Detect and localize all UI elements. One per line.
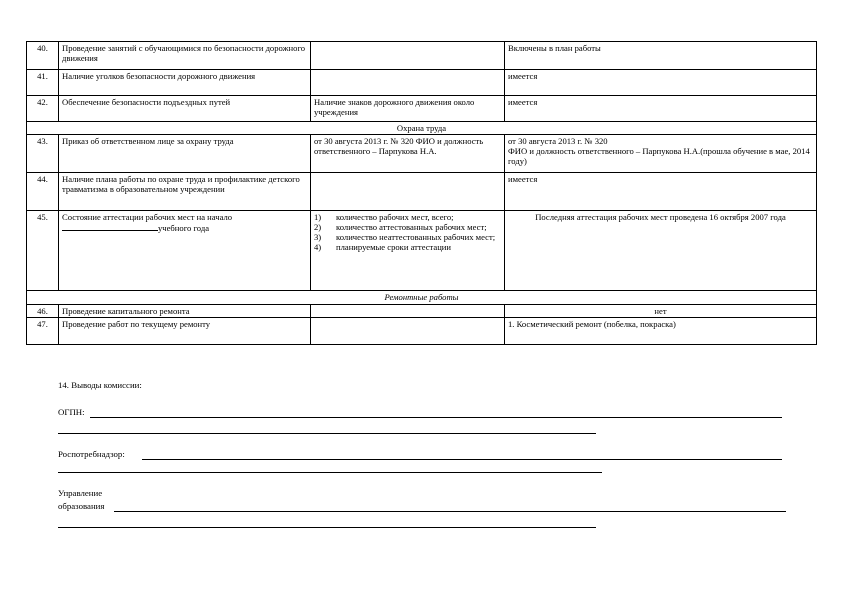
row-number: 45. (27, 211, 59, 291)
inspection-table (26, 41, 817, 345)
section-title: Охрана труда (27, 122, 817, 135)
row-col4: имеется (505, 173, 817, 211)
row-col4-line2: ФИО и должность ответственного – Парпукова Н.А.(прошла обучение в мае, 2014 году) (508, 146, 810, 166)
row-col4: имеется (505, 96, 817, 122)
list-item: 2) количество аттестованных рабочих мест; (314, 222, 487, 232)
ogpn-label: ОГПН: (58, 407, 85, 417)
row-col4-line1: от 30 августа 2013 г. № 320 (508, 136, 608, 146)
row-col4: Включены в план работы (505, 42, 817, 70)
table-row (27, 211, 817, 291)
rospotrebnadzor-line-2 (58, 472, 602, 473)
section-row (27, 122, 817, 135)
row-col3 (311, 42, 505, 70)
ogpn-line-2 (58, 433, 596, 434)
list-item: 4) планируемые сроки аттестации (314, 242, 452, 252)
table-row (27, 318, 817, 345)
row-col3: от 30 августа 2013 г. № 320 ФИО и должность ответственного – Парпукова Н.А. (311, 135, 505, 173)
table-row (27, 173, 817, 211)
education-dept-label-1: Управление (58, 488, 103, 498)
row-col4: нет (505, 305, 817, 318)
row-name: Наличие уголков безопасности дорожного движения (59, 70, 311, 96)
table-row (27, 96, 817, 122)
list-item: 1) количество рабочих мест, всего; (314, 212, 454, 222)
row-name-part1: Состояние аттестации рабочих мест на начало (62, 212, 233, 222)
rospotrebnadzor-line (142, 459, 782, 460)
row-number: 44. (27, 173, 59, 211)
education-dept-line-2 (58, 527, 596, 528)
row-number: 43. (27, 135, 59, 173)
row-number: 46. (27, 305, 59, 318)
row-col4: Последняя аттестация рабочих мест проведена 16 октября 2007 года (505, 211, 817, 291)
rospotrebnadzor-label: Роспотребнадзор: (58, 449, 125, 459)
conclusions-heading: 14. Выводы комиссии: (58, 380, 142, 390)
list-item: 3) количество неаттестованных рабочих мест; (314, 232, 496, 242)
row-name: Проведение занятий с обучающимися по безопасности дорожного движения (59, 42, 311, 70)
row-name: Обеспечение безопасности подъездных путей (59, 96, 311, 122)
ogpn-line (90, 417, 782, 418)
row-col4: 1. Косметический ремонт (побелка, покраска) (505, 318, 817, 345)
row-col3 (311, 318, 505, 345)
row-col3 (311, 173, 505, 211)
row-col4 (505, 135, 817, 173)
row-number: 40. (27, 42, 59, 70)
table-row (27, 42, 817, 70)
row-col3 (311, 70, 505, 96)
row-name-part2: учебного года (158, 223, 210, 233)
row-col4: имеется (505, 70, 817, 96)
row-col3 (311, 305, 505, 318)
row-name: Наличие плана работы по охране труда и профилактике детского травматизма в образовательном учреждении (59, 173, 311, 211)
row-name (59, 211, 311, 291)
row-number: 41. (27, 70, 59, 96)
table-row (27, 70, 817, 96)
row-col3: Наличие знаков дорожного движения около учреждения (311, 96, 505, 122)
row-number: 42. (27, 96, 59, 122)
education-dept-label-2: образования (58, 501, 105, 511)
table-row (27, 305, 817, 318)
blank-line (62, 222, 158, 231)
section-title: Ремонтные работы (27, 291, 817, 305)
row-name: Приказ об ответственном лице за охрану труда (59, 135, 311, 173)
row-number: 47. (27, 318, 59, 345)
row-col3-list (311, 211, 505, 291)
row-name: Проведение капитального ремонта (59, 305, 311, 318)
section-row (27, 291, 817, 305)
row-name: Проведение работ по текущему ремонту (59, 318, 311, 345)
education-dept-line (114, 511, 786, 512)
table-row (27, 135, 817, 173)
